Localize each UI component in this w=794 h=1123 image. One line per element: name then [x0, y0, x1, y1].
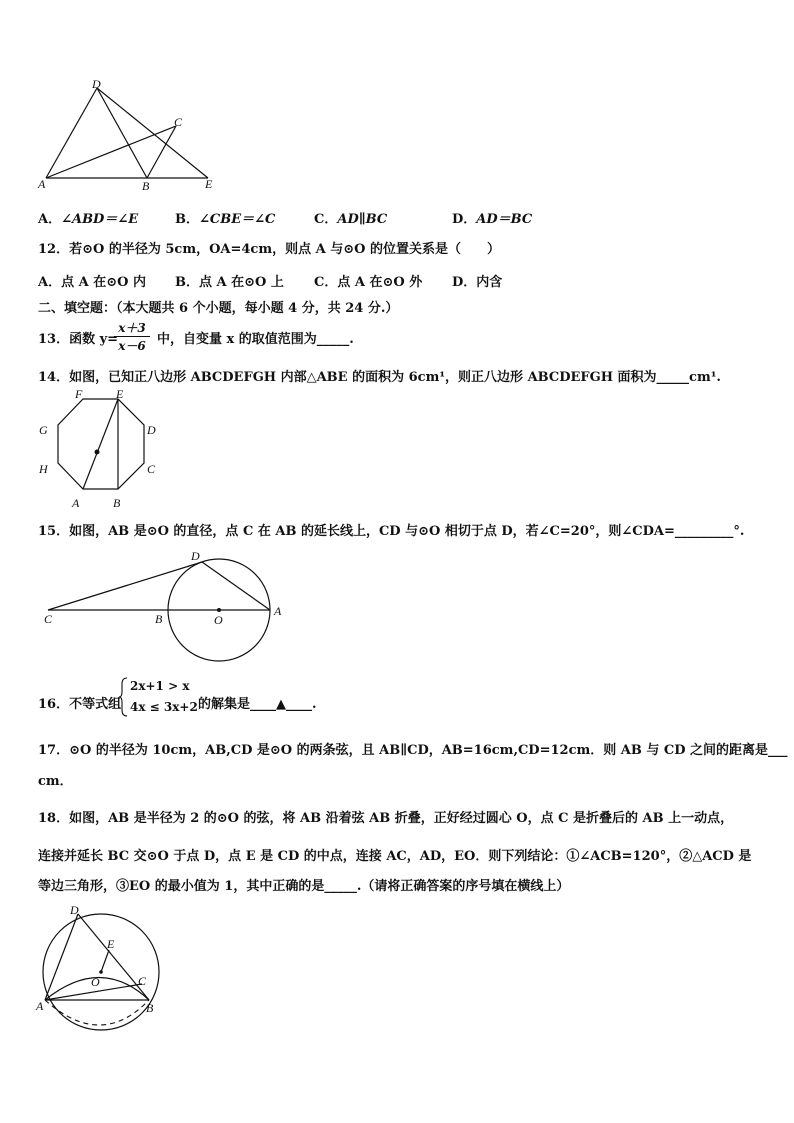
q11-label-a: A	[38, 177, 46, 191]
q14-stem: 14．如图，已知正八边形 ABCDEFGH 内部△ABE 的面积为 6cm¹，则正八边形 ABCDEFGH 面积为_____cm¹.	[38, 370, 721, 385]
q16-suffix: 的解集是____▲____.	[198, 697, 317, 712]
q11-option-d[interactable]: D．AD＝BC	[452, 212, 533, 227]
q12-stem: 12．若⊙O 的半径为 5cm，OA=4cm，则点 A 与⊙O 的位置关系是（ ）	[38, 242, 500, 257]
q16-ineq-2: 4x ≤ 3x+2	[130, 700, 198, 714]
q18-label-a: A	[36, 999, 44, 1013]
q14-label-h: H	[39, 462, 48, 476]
q15-label-c: C	[44, 612, 53, 626]
q13-fraction	[114, 319, 150, 354]
q12-option-a[interactable]: A．点 A 在⊙O 内	[38, 275, 146, 290]
section-heading: 二、填空题：（本大题共 6 个小题，每小题 4 分，共 24 分.）	[38, 301, 399, 316]
q18-label-d: D	[70, 903, 79, 917]
q14-octagon-figure	[34, 388, 164, 510]
q12-option-b[interactable]: B．点 A 在⊙O 上	[175, 275, 284, 290]
q11-label-c: C	[174, 115, 183, 129]
q12-option-d[interactable]: D．内含	[452, 275, 503, 290]
q11-label-e: E	[205, 177, 213, 191]
q11-option-a[interactable]: A．∠ABD＝∠E	[38, 212, 139, 227]
q18-label-e: E	[107, 937, 115, 951]
q13-suffix: 中，自变量 x 的取值范围为_____.	[157, 332, 354, 347]
q11-label-b: B	[142, 179, 150, 193]
q11-triangle-figure	[36, 78, 226, 196]
q18-line-3: 等边三角形，③EO 的最小值为 1，其中正确的是_____.（请将正确答案的序号填在横线上）	[38, 879, 570, 894]
q14-label-a: A	[72, 496, 80, 510]
q13-denominator: x－6	[114, 336, 150, 354]
q18-line-2: 连接并延长 BC 交⊙O 于点 D，点 E 是 CD 的中点，连接 AC，AD，EO．则下列结论：①∠ACB=120°，②△ACD 是	[38, 849, 752, 864]
q18-label-b: B	[146, 1001, 154, 1015]
q12-option-c[interactable]: C．点 A 在⊙O 外	[314, 275, 423, 290]
q18-label-c: C	[138, 974, 147, 988]
q14-label-c: C	[147, 462, 156, 476]
q15-stem: 15．如图，AB 是⊙O 的直径，点 C 在 AB 的延长线上，CD 与⊙O 相切于点 D，若∠C=20°，则∠CDA=_________°.	[38, 524, 745, 539]
q18-label-o: O	[91, 975, 100, 989]
q11-label-d: D	[92, 78, 101, 91]
q15-label-a: A	[274, 604, 282, 618]
q14-label-b: B	[113, 496, 121, 510]
q18-fold-figure	[34, 900, 164, 1036]
q17-line-1: 17．⊙O 的半径为 10cm，AB,CD 是⊙O 的两条弦，且 AB∥CD，AB=16cm,CD=12cm．则 AB 与 CD 之间的距离是___	[38, 743, 788, 758]
q13-numerator: x＋3	[118, 321, 146, 335]
q15-label-b: B	[155, 612, 163, 626]
brace-icon	[118, 676, 128, 718]
q16-prefix: 16．不等式组	[38, 697, 122, 712]
q18-line-1: 18．如图，AB 是半径为 2 的⊙O 的弦，将 AB 沿着弦 AB 折叠，正好经过圆心 O，点 C 是折叠后的 AB 上一动点，	[38, 811, 734, 826]
q15-label-d: D	[191, 549, 200, 563]
q16-ineq-1: 2x+1 > x	[130, 679, 190, 693]
q17-line-2: cm．	[38, 774, 73, 789]
q14-label-e: E	[116, 388, 124, 401]
q11-option-b[interactable]: B．∠CBE＝∠C	[175, 212, 276, 227]
q14-label-g: G	[39, 423, 48, 437]
q11-option-c[interactable]: C．AD∥BC	[314, 212, 388, 227]
q13-prefix: 13．函数 y=	[38, 332, 119, 347]
q15-label-o: O	[214, 613, 223, 627]
q14-label-d: D	[147, 423, 156, 437]
q15-tangent-figure	[38, 546, 288, 668]
q14-label-f: F	[75, 388, 83, 401]
